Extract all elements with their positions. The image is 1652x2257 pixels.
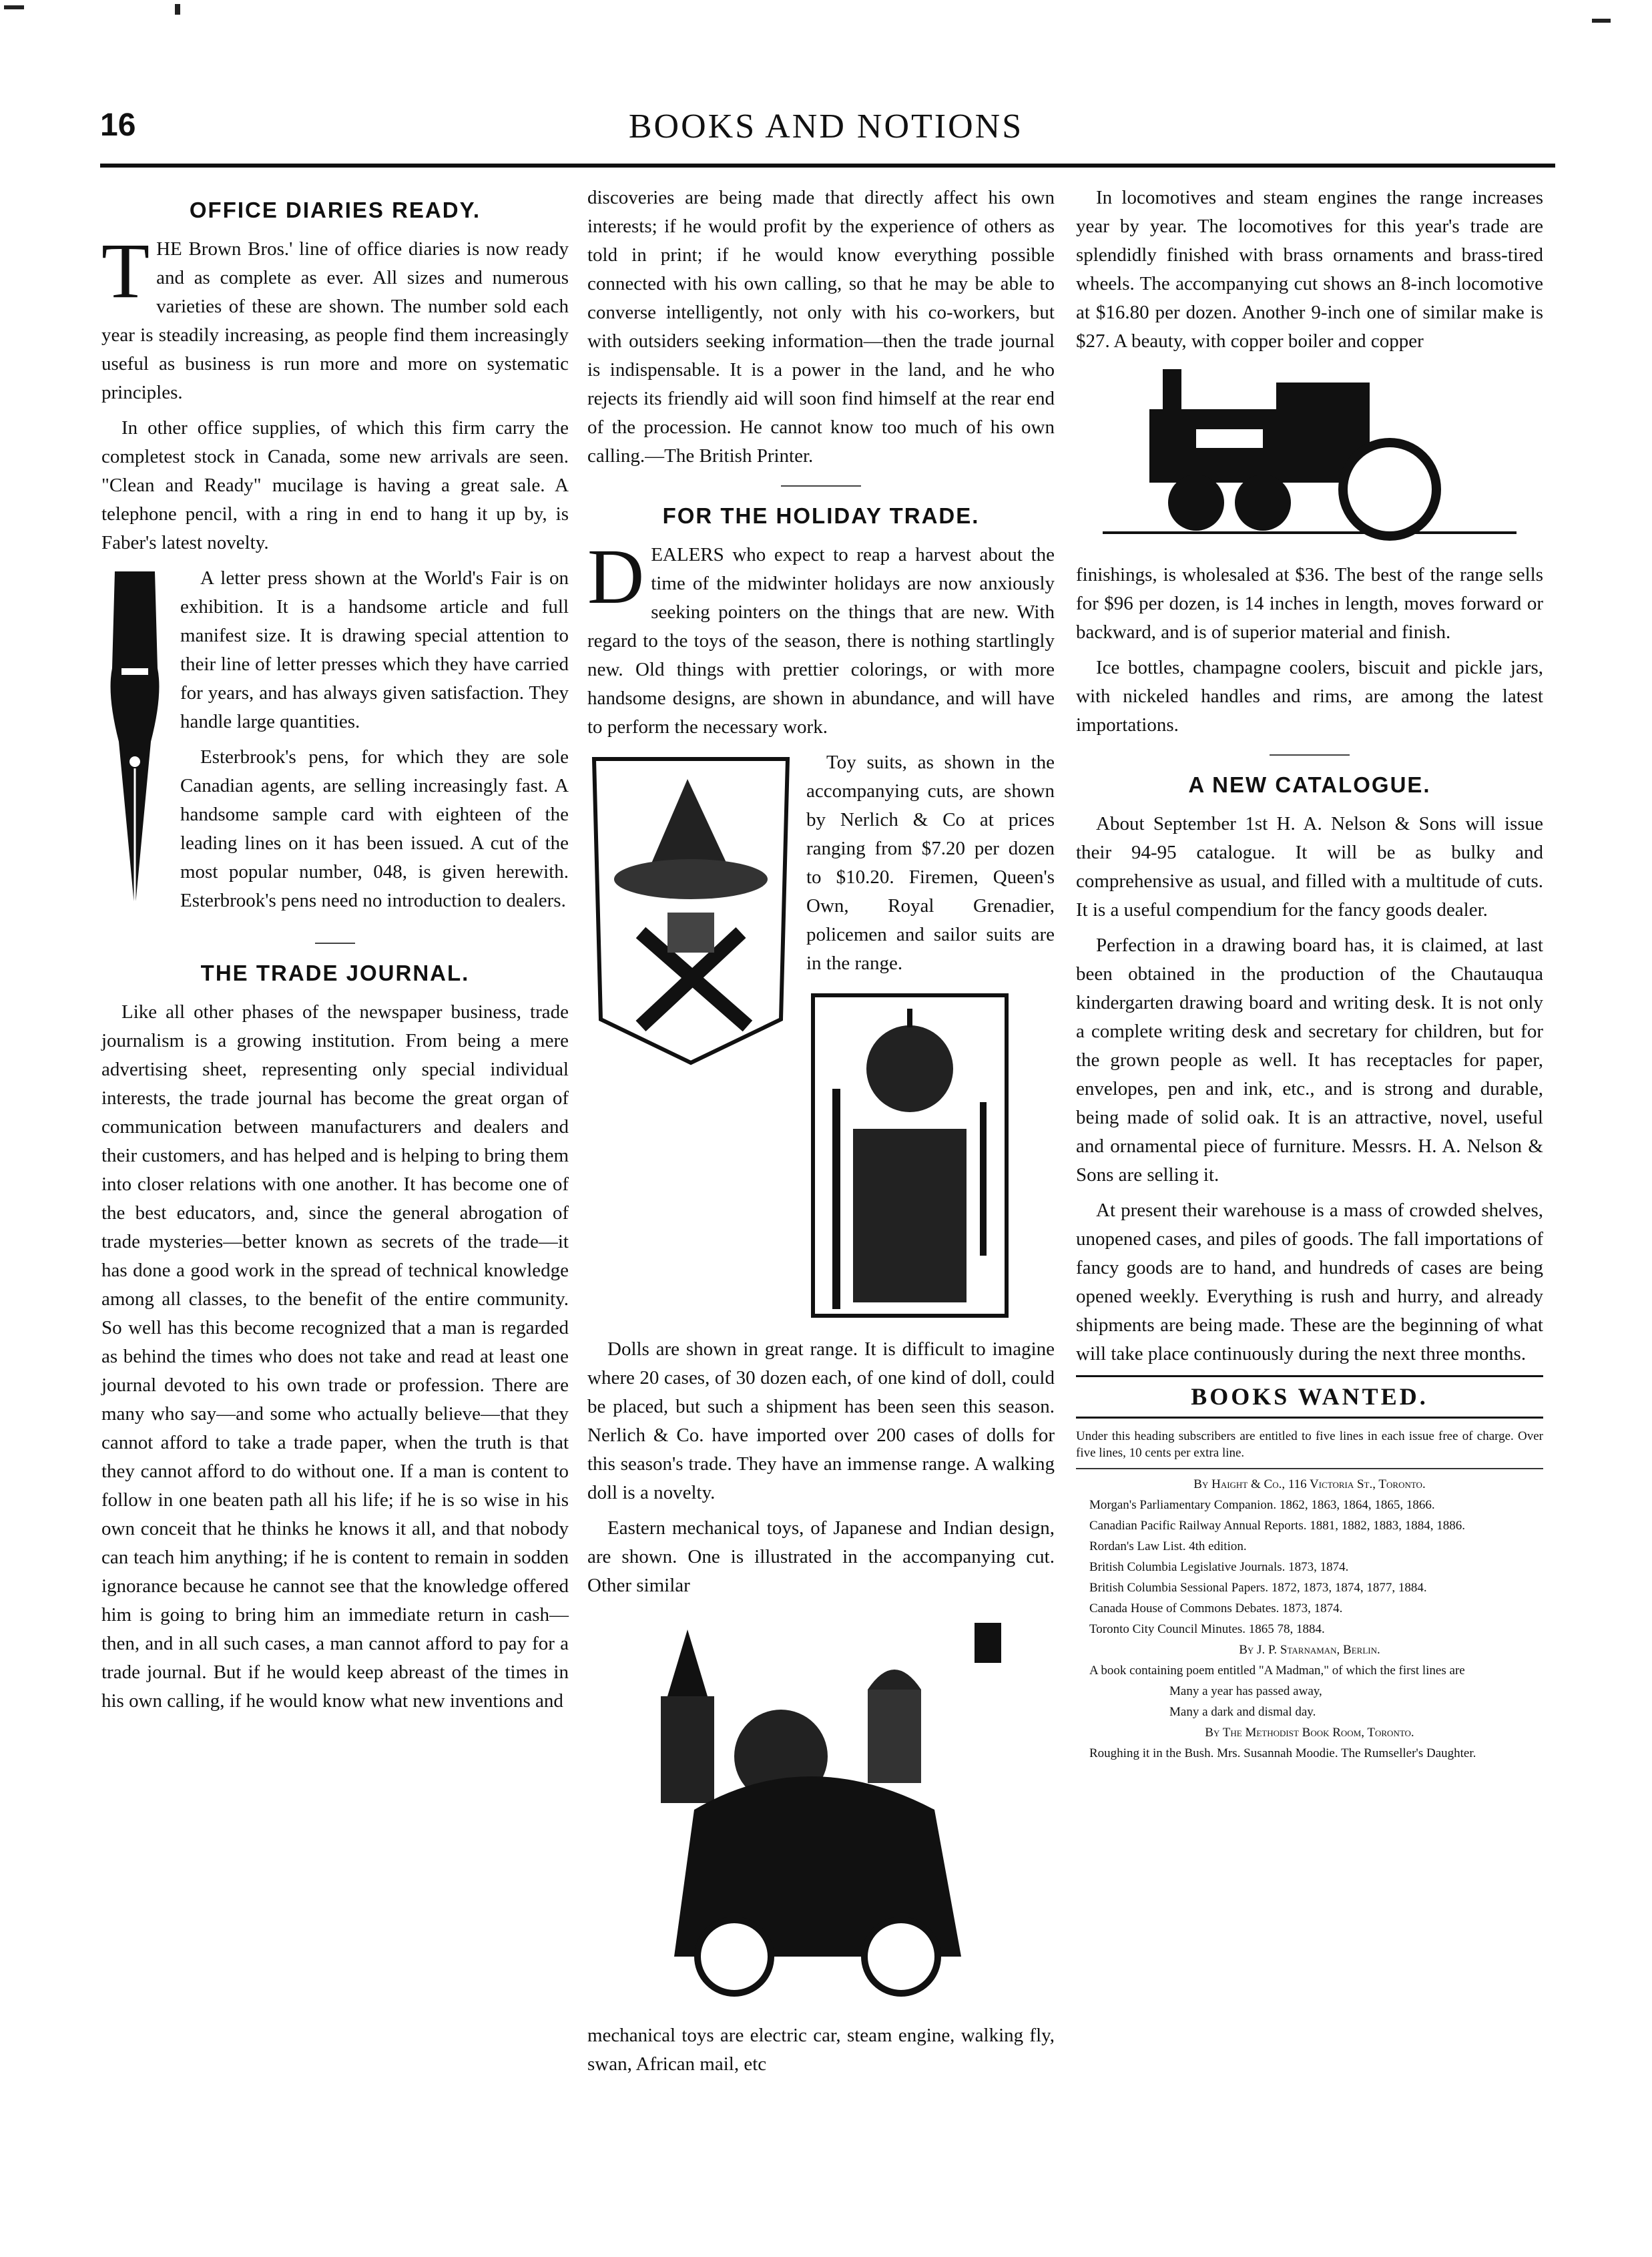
locomotive-icon bbox=[1076, 362, 1543, 543]
new-catalogue-para-1: About September 1st H. A. Nelson & Sons will issue their 94-95 catalogue. It will be as bulky and comprehensive as usual, and filled with a multitude of cuts. It is a useful compendium for the fancy goods dealer. bbox=[1076, 813, 1543, 921]
books-wanted-item: Roughing it in the Bush. Mrs. Susannah Moodie. The Rumseller's Daughter. bbox=[1089, 1746, 1476, 1760]
eastern-toy-illustration bbox=[587, 1609, 1055, 2012]
page-number: 16 bbox=[100, 107, 136, 143]
office-diaries-para-4: Esterbrook's pens, for which they are sole Canadian agents, are selling increasingly fast. A handsome sample card with eighteen of the leading lines on it has been issued. A cut of the most popular number, 048, is given herewith. Esterbrook's pens need no introduction to dealers. bbox=[180, 746, 569, 911]
books-wanted-item: A book containing poem entitled "A Madman," of which the first lines are bbox=[1089, 1664, 1465, 1678]
scan-speck bbox=[175, 4, 180, 15]
new-catalogue-para-3: At present their warehouse is a mass of crowded shelves, unopened cases, and piles of goods. The fall importations of fancy goods are to hand, and hundreds of cases are being opened weekly. Everything is rush and hurry, and already shipments are being made. These are the beginning of what will take place continuously during the next three months. bbox=[1076, 1200, 1543, 1364]
column-1 bbox=[101, 184, 569, 1722]
mechanical-toy-icon bbox=[587, 1609, 1055, 2003]
separator bbox=[315, 943, 355, 944]
column-3 bbox=[1076, 184, 1543, 1766]
scan-speck bbox=[1592, 19, 1611, 23]
drop-cap-d: D bbox=[587, 533, 645, 620]
books-wanted-item: British Columbia Sessional Papers. 1872, 1873, 1874, 1877, 1884. bbox=[1089, 1581, 1427, 1595]
office-diaries-para-3: A letter press shown at the World's Fair is on exhibition. It is a handsome article and full manifest size. It is drawing special attention to their line of letter presses which they have carried for years, and has always given satisfaction. They handle large quantities. bbox=[180, 567, 569, 732]
office-diaries-heading: OFFICE DIARIES READY. bbox=[189, 198, 481, 222]
holiday-trade-para-4: Eastern mechanical toys, of Japanese and Indian design, are shown. One is illustrated in the accompanying cut. Other similar bbox=[587, 1517, 1055, 1596]
books-wanted-source: By The Methodist Book Room, Toronto. bbox=[1205, 1726, 1414, 1740]
books-wanted-item: Rordan's Law List. 4th edition. bbox=[1089, 1539, 1247, 1553]
fireman-helmet-icon bbox=[587, 752, 794, 1066]
locomotive-illustration bbox=[1076, 362, 1543, 551]
locomotive-para-3: Ice bottles, champagne coolers, biscuit and pickle jars, with nickeled handles and rims, are among the latest importations. bbox=[1076, 657, 1543, 736]
separator bbox=[1270, 754, 1350, 756]
books-wanted-heading: BOOKS WANTED. bbox=[1076, 1375, 1543, 1419]
office-diaries-para-2: In other office supplies, of which this firm carry the completest stock in Canada, some new arrivals are seen. "Clean and Ready" mucilage is having a great sale. A telephone pencil, with a ring in end to hang it up by, is Faber's latest novelty. bbox=[101, 417, 569, 553]
soldier-suit-illustration bbox=[806, 989, 1013, 1331]
new-catalogue-para-2: Perfection in a drawing board has, it is claimed, at last been obtained in the production of the Chautauqua kindergarten drawing board and writing desk. It is not only a complete writing desk and secretary for children, but for the grown people as well. It has receptacles for paper, envelopes, pen and ink, etc., and is strong and durable, being made of solid oak. It is an attractive, novel, useful and ornamental piece of furniture. Messrs. H. A. Nelson & Sons are selling it. bbox=[1076, 935, 1543, 1186]
books-wanted-item: Morgan's Parliamentary Companion. 1862, 1863, 1864, 1865, 1866. bbox=[1089, 1498, 1435, 1512]
soldier-helmet-icon bbox=[806, 989, 1013, 1322]
books-wanted-list bbox=[1076, 1428, 1543, 1762]
header-rule bbox=[100, 164, 1555, 168]
books-wanted-source: By J. P. Starnaman, Berlin. bbox=[1239, 1643, 1380, 1657]
office-diaries-para-1: THE Brown Bros.' line of office diaries is now ready and as complete as ever. All sizes and numerous varieties of these are shown. The number sold each year is steadily increasing, as people find them increasingly useful as business is run more and more on systematic principles. bbox=[101, 227, 569, 403]
books-wanted-item: British Columbia Legislative Journals. 1873, 1874. bbox=[1089, 1560, 1349, 1574]
column-2 bbox=[587, 184, 1055, 2085]
separator bbox=[781, 485, 861, 487]
pen-nib-icon bbox=[101, 568, 168, 915]
scan-speck bbox=[4, 5, 24, 9]
books-wanted-verse: Many a dark and dismal day. bbox=[1169, 1705, 1316, 1719]
books-wanted-item: Toronto City Council Minutes. 1865 78, 1884. bbox=[1089, 1622, 1325, 1636]
running-title: BOOKS AND NOTIONS bbox=[628, 107, 1024, 146]
books-wanted-item: Canada House of Commons Debates. 1873, 1874. bbox=[1089, 1601, 1343, 1615]
books-wanted-notice: Under this heading subscribers are entitled to five lines in each issue free of charge. Over five lines, 10 cents per extra line. bbox=[1076, 1429, 1543, 1460]
holiday-trade-heading: FOR THE HOLIDAY TRADE. bbox=[662, 503, 980, 528]
books-wanted-source: By Haight & Co., 116 Victoria St., Toronto. bbox=[1193, 1477, 1426, 1491]
divider bbox=[1076, 1468, 1543, 1469]
locomotive-para-1: In locomotives and steam engines the range increases year by year. The locomotives for this year's trade are splendidly finished with brass ornaments and brass-tired wheels. The accompanying cut shows an 8-inch locomotive at $16.80 per dozen. Another 9-inch one of similar make is $27. A beauty, with copper boiler and copper bbox=[1076, 187, 1543, 352]
drop-cap-t: T bbox=[101, 227, 150, 314]
locomotive-para-2: finishings, is wholesaled at $36. The best of the range sells for $96 per dozen, is 14 inches in length, moves forward or backward, and is of superior material and finish. bbox=[1076, 564, 1543, 643]
holiday-trade-para-5: mechanical toys are electric car, steam engine, walking fly, swan, African mail, etc bbox=[587, 2025, 1055, 2075]
books-wanted-verse: Many a year has passed away, bbox=[1169, 1684, 1322, 1698]
trade-journal-continued: discoveries are being made that directly affect his own interests; if he would profit by the experience of others as told in print; if he would know everything possible connected with his own calling, so that he may be able to converse intelligently, not only with his co-workers, but with outsiders seeking information—then the trade journal is indispensable. It is a power in the land, and he who rejects its friendly aid will soon find himself at the rear end of the procession. He cannot know too much of his own calling.—The British Printer. bbox=[587, 187, 1055, 467]
fireman-suit-illustration bbox=[587, 752, 794, 1075]
holiday-trade-para-1: DEALERS who expect to reap a harvest about the time of the midwinter holidays are now anxiously seeking pointers on the things that are new. With regard to the toys of the season, there is nothing startlingly new. Old things with prettier colorings, or with more handsome designs, are shown in abundance, and will have to perform the necessary work. bbox=[587, 533, 1055, 738]
new-catalogue-heading: A NEW CATALOGUE. bbox=[1188, 772, 1431, 797]
trade-journal-para-1: Like all other phases of the newspaper business, trade journalism is a growing institution. From being a mere advertising sheet, representing only special individual interests, the trade journal has become the great organ of communication between manufacturers and dealers and their customers, and has helped and is helping to bring them into closer relations with one another. It has become one of the best educators, and, since the general abrogation of trade mysteries—better known as secrets of the trade—it has done a good work in the spread of technical knowledge among all classes, to the benefit of the entire community. So well has this become recognized that a man is regarded as behind the times who does not take and read at least one journal devoted to his own trade or profession. There are many who say—and some who actually believe—that they cannot afford to take a trade paper, when the truth is that they cannot afford to do without one. If a man is content to follow in one beaten path all his life; if he is so wise in his own conceit that he thinks he knows it all, and that nobody can teach him anything; if he is content to remain in sodden ignorance because he cannot see that the knowledge offered him is going to bring him an immediate return in cash—then, and in all such cases, a man cannot afford to pay for a trade journal. But if he would keep abreast of the times in his own calling, if he would know what new inventions and bbox=[101, 1001, 569, 1712]
trade-journal-heading: THE TRADE JOURNAL. bbox=[200, 961, 470, 985]
books-wanted-item: Canadian Pacific Railway Annual Reports. 1881, 1882, 1883, 1884, 1886. bbox=[1089, 1519, 1466, 1533]
holiday-trade-para-3: Dolls are shown in great range. It is difficult to imagine where 20 cases, of 30 dozen each, of one kind of doll, could be placed, but such a shipment has been seen this season. Nerlich & Co. have imported over 200 cases of dolls for this season's trade. They have an immense range. A walking doll is a novelty. bbox=[587, 1338, 1055, 1503]
pen-nib-illustration bbox=[101, 568, 168, 924]
holiday-trade-para-2: Toy suits, as shown in the accompanying cuts, are shown by Nerlich & Co at prices ranging from $7.20 per dozen to $10.20. Firemen, Queen's Own, Royal Grenadier, policemen and sailor suits are in the range. bbox=[806, 752, 1055, 974]
